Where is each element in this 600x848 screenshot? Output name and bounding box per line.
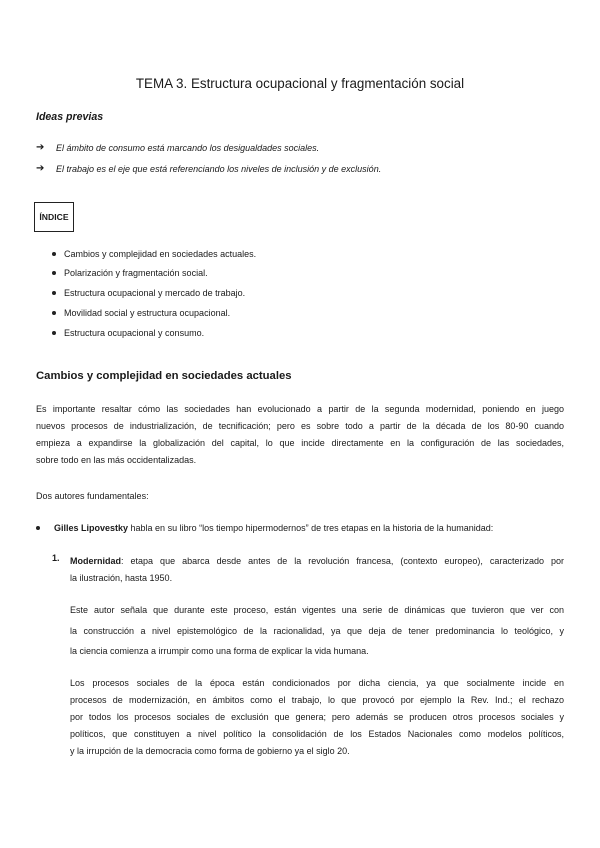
section-heading: Cambios y complejidad en sociedades actuales [36, 370, 292, 382]
indice-item [52, 308, 230, 318]
stage-text [70, 553, 564, 587]
stage-desc: : etapa que abarca desde antes de la revolución francesa, (contexto europeo), caracterizado por [121, 556, 564, 566]
text-line [70, 553, 564, 570]
text-line: sobre todo en las más occidentalizadas. [36, 455, 197, 465]
paragraph-modernity-1 [70, 602, 564, 660]
arrow-right-icon: ➔ [36, 142, 45, 153]
author-item [36, 523, 493, 533]
indice-item [52, 288, 245, 298]
indice-box: ÍNDICE [34, 202, 74, 232]
indice-item [52, 249, 256, 259]
author-name: Gilles Lipovestky [54, 523, 129, 533]
bullet-icon [52, 271, 56, 275]
text-line: y la irrupción de la democracia como forma de gobierno ya el siglo 20. [70, 746, 350, 756]
idea-item [36, 142, 319, 153]
idea-text: El trabajo es el eje que está referenciando los niveles de inclusión y de exclusión. [56, 163, 382, 174]
page-title: TEMA 3. Estructura ocupacional y fragmentación social [135, 76, 465, 91]
indice-item-label: Estructura ocupacional y consumo. [64, 328, 205, 338]
text-line: Dos autores fundamentales: [36, 491, 149, 501]
indice-item [52, 268, 208, 278]
indice-item-label: Estructura ocupacional y mercado de trabajo. [64, 288, 246, 298]
text-line: políticos, que constituyen a nivel político la consolidación de los Estados Nacionales como modelos políticos, [70, 729, 564, 739]
idea-text: El ámbito de consumo está marcando los desigualdades sociales. [56, 142, 320, 153]
indice-item-label: Movilidad social y estructura ocupacional. [64, 308, 231, 318]
text-line: empieza a expandirse la globalización del capital, lo que incide directamente en la configuración de las sociedades, [36, 438, 564, 448]
bullet-icon [52, 311, 56, 315]
indice-item-label: Polarización y fragmentación social. [64, 268, 208, 278]
authors-intro [36, 488, 149, 505]
paragraph-intro [36, 401, 564, 469]
text-line: la construcción a nivel epistemológico de la racionalidad, ya que deja de tener predominancia lo teológico, y [70, 626, 564, 636]
text-line: la ilustración, hasta 1950. [70, 573, 173, 583]
author-text: habla en su libro “los tiempo hipermodernos” de tres etapas en la historia de la humanidad: [128, 523, 494, 533]
ideas-previas-heading: Ideas previas [36, 111, 104, 123]
bullet-icon [52, 331, 56, 335]
text-line: la ciencia comienza a irrumpir como una forma de explicar la vida humana. [70, 646, 369, 656]
text-line: Este autor señala que durante este proceso, están vigentes una serie de dinámicas que tuvieron que ver con [70, 605, 564, 615]
stage-term: Modernidad [70, 556, 121, 566]
text-line: Es importante resaltar cómo las sociedades han evolucionado a partir de la segunda modernidad, poniendo en juego [36, 404, 564, 414]
indice-item [52, 328, 204, 338]
bullet-icon [52, 252, 56, 256]
text-line: Los procesos sociales de la época están condicionados por dicha ciencia, ya que socialmente incide en [70, 678, 564, 688]
bullet-icon [36, 526, 40, 530]
text-line: procesos de modernización, en ámbitos como el trabajo, lo que provocó por ejemplo la Rev. Ind.; el rechazo [70, 695, 564, 705]
text-line: por todos los procesos sociales de exclusión que genera; pero además se producen otros procesos sociales y [70, 712, 564, 722]
text-line: nuevos procesos de industrialización, de tecnificación; pero es sobre todo a partir de la década de los 80-90 cuando [36, 421, 564, 431]
arrow-right-icon: ➔ [36, 163, 45, 174]
paragraph-modernity-2 [70, 675, 564, 760]
stage-number: 1. [52, 553, 60, 563]
bullet-icon [52, 291, 56, 295]
stage-item [52, 553, 564, 587]
idea-item [36, 163, 381, 174]
indice-item-label: Cambios y complejidad en sociedades actuales. [64, 249, 257, 259]
